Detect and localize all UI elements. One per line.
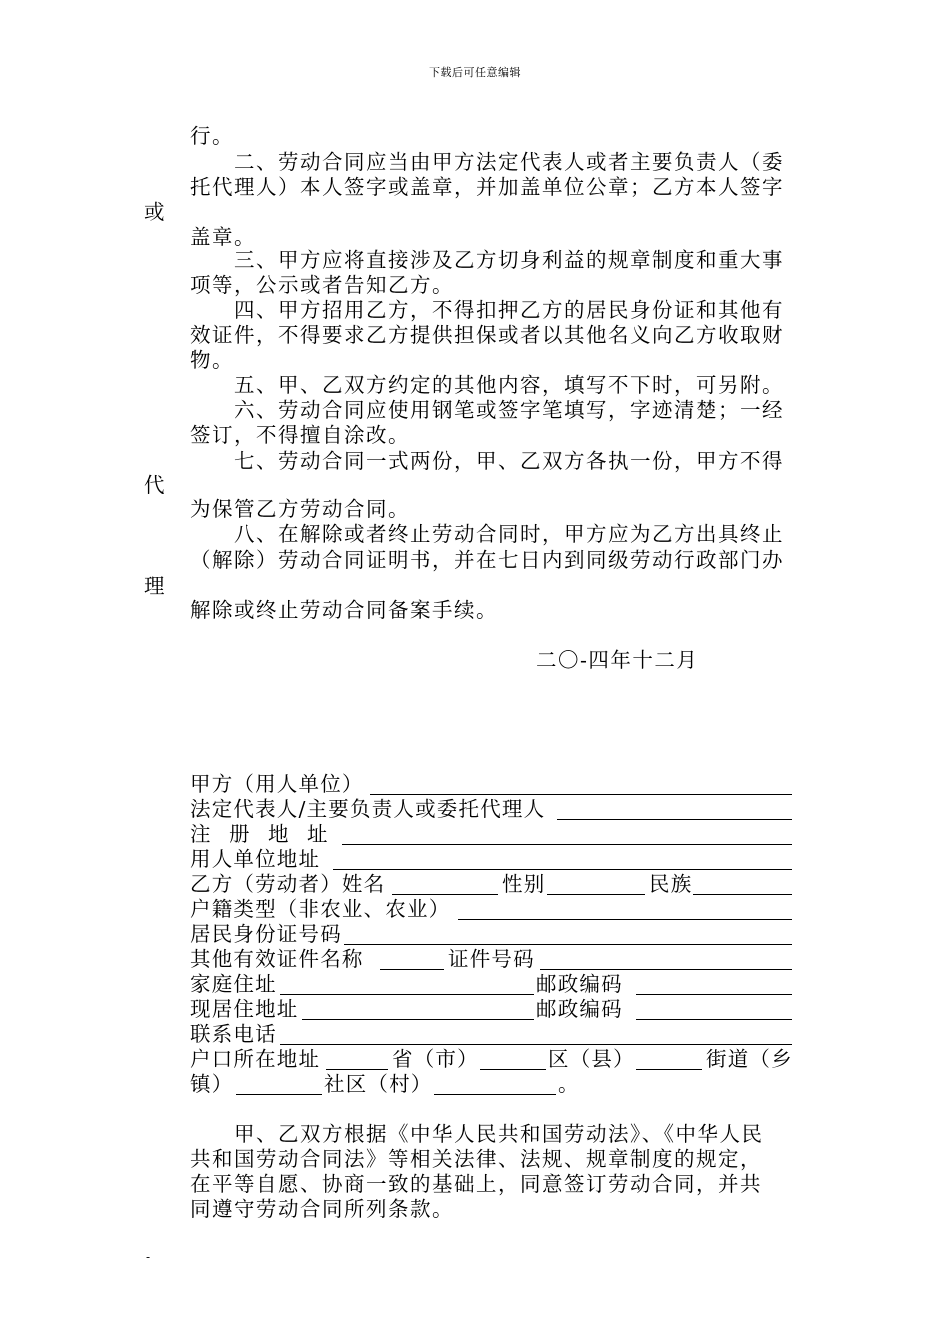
province-line[interactable] [326,1069,388,1070]
community-label: 社区（村） [324,1072,433,1096]
clause-2-line-2: 托代理人）本人签字或盖章，并加盖单位公章；乙方本人签字 [190,175,784,199]
phone-label: 联系电话 [190,1022,277,1046]
clause-7-overflow: 代 [144,473,166,497]
clause-4-line-3: 物。 [190,348,234,372]
hukou-address-label: 户口所在地址 [190,1047,321,1071]
current-address-line[interactable] [302,1019,534,1020]
current-address-label: 现居住地址 [190,997,299,1021]
district-label: 区（县） [548,1047,635,1071]
postcode-2-line[interactable] [636,1019,792,1020]
town-line[interactable] [236,1094,322,1095]
clause-4-line-1: 四、甲方招用乙方，不得扣押乙方的居民身份证和其他有 [234,298,784,322]
household-type-label: 户籍类型（非农业、农业） [190,897,451,921]
id-number-label: 居民身份证号码 [190,922,342,946]
other-id-name-label: 其他有效证件名称 [190,947,364,971]
street-line[interactable] [636,1069,702,1070]
clause-1-tail: 行。 [190,124,234,148]
employee-name-label: 乙方（劳动者）姓名 [190,872,386,896]
document-date: 二〇-四年十二月 [536,648,699,672]
footer-mark: - [146,1250,151,1264]
header-note: 下载后可任意编辑 [429,66,521,79]
preamble-line-1: 甲、乙双方根据《中华人民共和国劳动法》、《中华人民 [234,1122,764,1146]
id-number-line[interactable] [344,944,792,945]
street-label: 街道（乡 [706,1047,793,1071]
clause-2-line-1: 二、劳动合同应当由甲方法定代表人或者主要负责人（委 [234,150,784,174]
home-address-line[interactable] [280,994,534,995]
end-period: 。 [558,1072,580,1096]
gender-label: 性别 [502,872,546,896]
clause-3-line-2: 项等，公示或者告知乙方。 [190,273,454,297]
employer-line[interactable] [370,794,792,795]
community-line[interactable] [434,1094,556,1095]
clause-8-line-2: （解除）劳动合同证明书，并在七日内到同级劳动行政部门办 [190,548,784,572]
employer-address-label: 用人单位地址 [190,847,321,871]
clause-4-line-2: 效证件，不得要求乙方提供担保或者以其他名义向乙方收取财 [190,323,784,347]
clause-2-line-3: 盖章。 [190,225,256,249]
district-line[interactable] [480,1069,546,1070]
clause-6-line-2: 签订，不得擅自涂改。 [190,423,410,447]
postcode-1-line[interactable] [636,994,792,995]
phone-line[interactable] [280,1044,792,1045]
preamble-line-3: 在平等自愿、协商一致的基础上，同意签订劳动合同，并共 [190,1172,762,1196]
clause-8-line-1: 八、在解除或者终止劳动合同时，甲方应为乙方出具终止 [234,522,784,546]
clause-5-line-1: 五、甲、乙双方约定的其他内容，填写不下时，可另附。 [234,373,784,397]
reg-address-line[interactable] [342,844,792,845]
clause-7-line-2: 为保管乙方劳动合同。 [190,497,410,521]
cert-number-label: 证件号码 [448,947,535,971]
postcode-1-label: 邮政编码 [536,972,623,996]
town-label: 镇） [190,1072,234,1096]
employer-label: 甲方（用人单位） [190,772,364,796]
province-label: 省（市） [392,1047,479,1071]
other-id-name-line[interactable] [380,969,444,970]
clause-3-line-1: 三、甲方应将直接涉及乙方切身利益的规章制度和重大事 [234,248,784,272]
ethnicity-label: 民族 [649,872,693,896]
household-type-line[interactable] [458,919,792,920]
preamble-line-4: 同遵守劳动合同所列条款。 [190,1197,454,1221]
cert-number-line[interactable] [540,969,792,970]
ethnicity-line[interactable] [693,894,792,895]
reg-address-label: 注 册 地 址 [190,822,334,846]
employer-address-line[interactable] [333,869,792,870]
clause-7-line-1: 七、劳动合同一式两份，甲、乙双方各执一份，甲方不得 [234,449,784,473]
preamble-line-2: 共和国劳动合同法》等相关法律、法规、规章制度的规定， [190,1147,762,1171]
legal-rep-line[interactable] [557,819,792,820]
clause-2-overflow: 或 [144,200,166,224]
clause-8-line-3: 解除或终止劳动合同备案手续。 [190,598,498,622]
clause-6-line-1: 六、劳动合同应使用钢笔或签字笔填写，字迹清楚；一经 [234,398,784,422]
postcode-2-label: 邮政编码 [536,997,623,1021]
home-address-label: 家庭住址 [190,972,277,996]
legal-rep-label: 法定代表人/主要负责人或委托代理人 [190,797,546,821]
gender-line[interactable] [547,894,645,895]
clause-8-overflow: 理 [144,574,166,598]
employee-name-line[interactable] [392,894,498,895]
